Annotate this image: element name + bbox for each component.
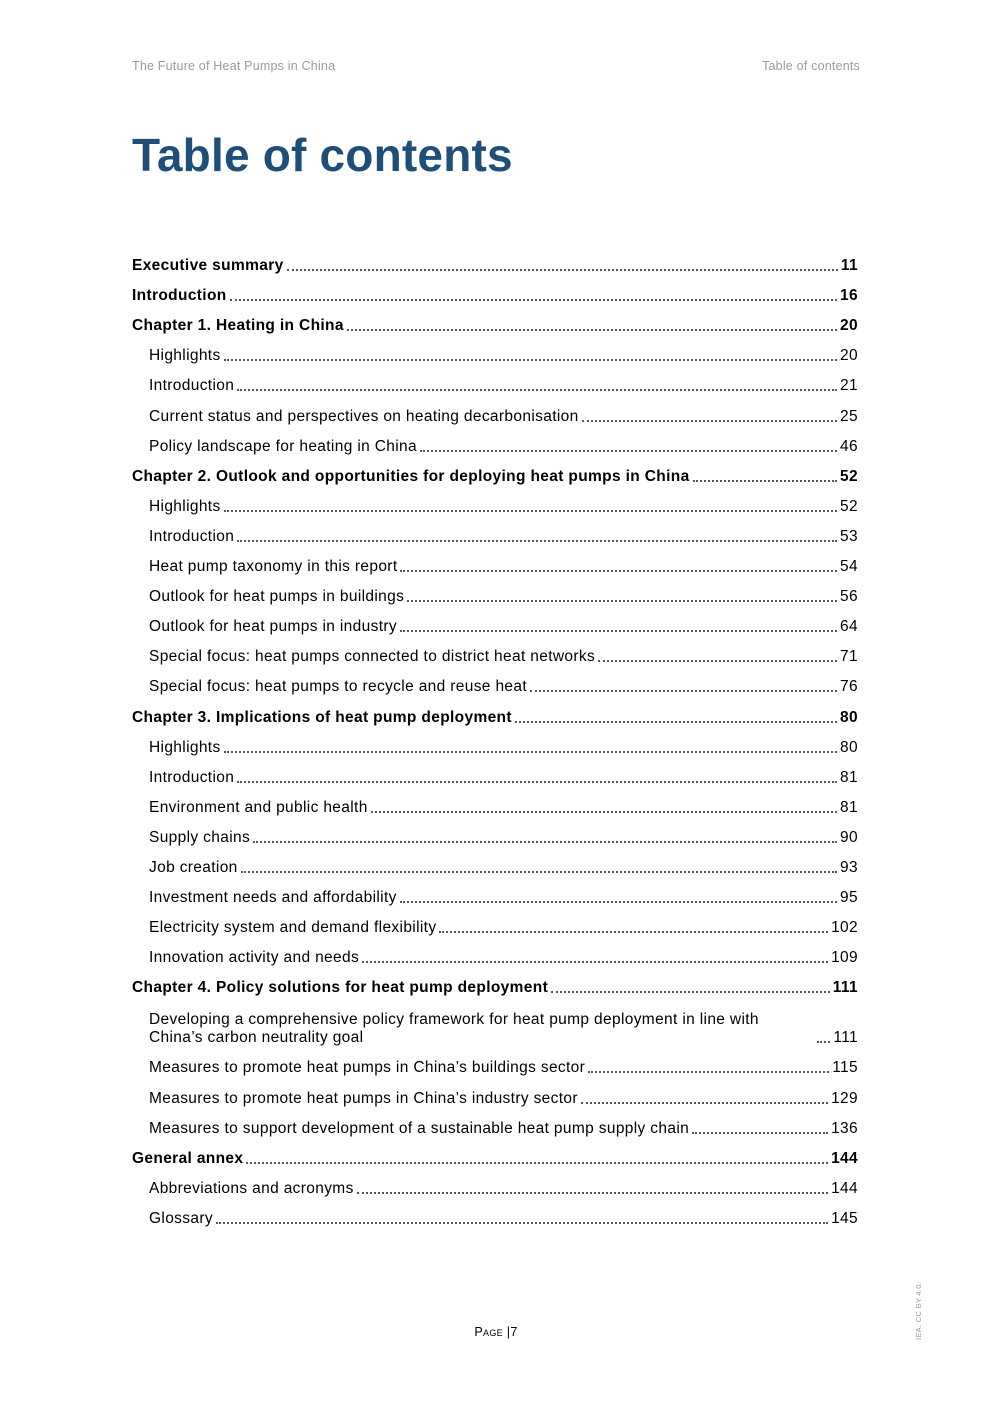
toc-entry-page-number: 109 bbox=[831, 949, 858, 967]
toc-section-entry[interactable] bbox=[132, 1204, 858, 1234]
toc-section-entry[interactable] bbox=[132, 1083, 858, 1113]
toc-section-entry[interactable] bbox=[132, 823, 858, 853]
toc-entry-label: Outlook for heat pumps in buildings bbox=[149, 588, 405, 606]
toc-entry-label: Measures to promote heat pumps in China’s industry sector bbox=[149, 1089, 578, 1107]
toc-entry-page-number: 20 bbox=[840, 317, 858, 335]
page-footer bbox=[0, 1325, 992, 1339]
footer-separator: | bbox=[506, 1325, 511, 1339]
toc-entry-label: Electricity system and demand flexibility bbox=[149, 919, 437, 937]
toc-entry-label: Executive summary bbox=[132, 257, 284, 275]
toc-dot-leader bbox=[371, 811, 837, 813]
toc-dot-leader bbox=[598, 660, 837, 662]
toc-entry-label: Measures to promote heat pumps in China’s buildings sector bbox=[149, 1059, 586, 1077]
toc-entry-page-number: 52 bbox=[840, 497, 858, 515]
toc-dot-leader bbox=[362, 961, 828, 963]
toc-entry-label: Investment needs and affordability bbox=[149, 889, 397, 907]
toc-dot-leader bbox=[530, 690, 837, 692]
toc-chapter-entry[interactable] bbox=[132, 973, 858, 1003]
toc-entry-page-number: 53 bbox=[840, 527, 858, 545]
toc-entry-label: Highlights bbox=[149, 738, 221, 756]
toc-chapter-entry[interactable] bbox=[132, 251, 858, 281]
toc-entry-label: Developing a comprehensive policy framework for heat pump deployment in line with China’s carbon neutrality goal bbox=[149, 1011, 759, 1047]
toc-section-entry[interactable] bbox=[132, 1174, 858, 1204]
toc-chapter-entry[interactable] bbox=[132, 1144, 858, 1174]
toc-section-entry[interactable] bbox=[132, 492, 858, 522]
toc-dot-leader bbox=[581, 1102, 828, 1104]
toc-entry-page-number: 64 bbox=[840, 618, 858, 636]
toc-entry-page-number: 16 bbox=[840, 287, 858, 305]
toc-dot-leader bbox=[817, 1041, 830, 1043]
toc-chapter-entry[interactable] bbox=[132, 311, 858, 341]
toc-entry-label: Introduction bbox=[132, 287, 227, 305]
toc-entry-label: Special focus: heat pumps connected to district heat networks bbox=[149, 648, 596, 666]
toc-entry-label: General annex bbox=[132, 1149, 244, 1167]
toc-entry-label: Special focus: heat pumps to recycle and reuse heat bbox=[149, 678, 528, 696]
toc-entry-page-number: 95 bbox=[840, 889, 858, 907]
toc-entry-label: Chapter 2. Outlook and opportunities for deploying heat pumps in China bbox=[132, 467, 690, 485]
toc-section-entry[interactable] bbox=[132, 763, 858, 793]
toc-dot-leader bbox=[400, 570, 837, 572]
toc-entry-page-number: 52 bbox=[840, 467, 858, 485]
toc-entry-page-number: 56 bbox=[840, 588, 858, 606]
toc-entry-label: Highlights bbox=[149, 347, 221, 365]
toc-dot-leader bbox=[246, 1162, 828, 1164]
toc-dot-leader bbox=[224, 510, 837, 512]
footer-page-number: 7 bbox=[510, 1325, 518, 1339]
toc-entry-label: Chapter 4. Policy solutions for heat pump deployment bbox=[132, 979, 549, 997]
toc-section-entry[interactable] bbox=[132, 793, 858, 823]
toc-section-entry[interactable] bbox=[132, 612, 858, 642]
toc-section-entry[interactable] bbox=[132, 432, 858, 462]
toc-entry-label: Job creation bbox=[149, 858, 238, 876]
toc-entry-page-number: 136 bbox=[831, 1119, 858, 1137]
toc-entry-page-number: 54 bbox=[840, 558, 858, 576]
toc-dot-leader bbox=[400, 901, 837, 903]
toc-entry-label: Introduction bbox=[149, 527, 235, 545]
toc-dot-leader bbox=[693, 480, 838, 482]
toc-section-entry[interactable] bbox=[132, 371, 858, 401]
page-title: Table of contents bbox=[132, 129, 513, 181]
toc-entry-page-number: 76 bbox=[840, 678, 858, 696]
toc-dot-leader bbox=[692, 1132, 828, 1134]
toc-section-entry[interactable] bbox=[132, 1053, 858, 1083]
toc-entry-page-number: 93 bbox=[840, 858, 858, 876]
toc-dot-leader bbox=[582, 420, 837, 422]
toc-dot-leader bbox=[224, 751, 837, 753]
toc-section-entry[interactable] bbox=[132, 853, 858, 883]
toc-section-entry[interactable] bbox=[132, 733, 858, 763]
toc-dot-leader bbox=[237, 389, 837, 391]
toc-section-entry[interactable] bbox=[132, 1114, 858, 1144]
toc-section-entry[interactable] bbox=[132, 522, 858, 552]
toc-chapter-entry[interactable] bbox=[132, 281, 858, 311]
toc-section-entry[interactable] bbox=[132, 943, 858, 973]
toc-entry-page-number: 115 bbox=[832, 1059, 858, 1077]
toc-entry-label: Supply chains bbox=[149, 828, 251, 846]
header-document-title: The Future of Heat Pumps in China bbox=[132, 59, 336, 73]
toc-entry-page-number: 145 bbox=[831, 1209, 858, 1227]
toc-dot-leader bbox=[216, 1222, 828, 1224]
toc-entry-page-number: 11 bbox=[840, 257, 858, 275]
toc-dot-leader bbox=[588, 1071, 829, 1073]
toc-dot-leader bbox=[224, 359, 837, 361]
toc-entry-label: Outlook for heat pumps in industry bbox=[149, 618, 397, 636]
toc-entry-label: Current status and perspectives on heating decarbonisation bbox=[149, 407, 579, 425]
toc-entry-label: Abbreviations and acronyms bbox=[149, 1179, 354, 1197]
toc-dot-leader bbox=[287, 269, 838, 271]
toc-entry-page-number: 81 bbox=[840, 798, 858, 816]
toc-entry-label: Environment and public health bbox=[149, 798, 368, 816]
toc-entry-page-number: 90 bbox=[840, 828, 858, 846]
toc-entry-page-number: 81 bbox=[840, 768, 858, 786]
toc-section-entry[interactable] bbox=[132, 552, 858, 582]
toc-entry-page-number: 102 bbox=[831, 919, 858, 937]
toc-entry-page-number: 46 bbox=[840, 437, 858, 455]
toc-dot-leader bbox=[241, 871, 837, 873]
toc-entry-label: Highlights bbox=[149, 497, 221, 515]
toc-entry-label: Innovation activity and needs bbox=[149, 949, 360, 967]
toc-entry-page-number: 144 bbox=[831, 1179, 858, 1197]
toc-dot-leader bbox=[237, 540, 837, 542]
toc-section-entry[interactable] bbox=[132, 401, 858, 431]
toc-dot-leader bbox=[400, 630, 837, 632]
toc-entry-page-number: 80 bbox=[840, 738, 858, 756]
toc-section-entry[interactable] bbox=[132, 672, 858, 702]
toc-entry-label: Chapter 3. Implications of heat pump deployment bbox=[132, 708, 512, 726]
toc-dot-leader bbox=[347, 329, 837, 331]
toc-entry-page-number: 129 bbox=[831, 1089, 858, 1107]
toc-entry-page-number: 80 bbox=[840, 708, 858, 726]
toc-dot-leader bbox=[420, 450, 837, 452]
toc-dot-leader bbox=[515, 721, 837, 723]
toc-section-entry[interactable] bbox=[132, 883, 858, 913]
toc-section-entry[interactable] bbox=[132, 913, 858, 943]
toc-dot-leader bbox=[237, 781, 837, 783]
toc-dot-leader bbox=[551, 991, 830, 993]
toc-dot-leader bbox=[357, 1192, 828, 1194]
toc-entry-page-number: 111 bbox=[833, 1029, 858, 1047]
table-of-contents bbox=[132, 251, 858, 1234]
license-notice: IEA. CC BY 4.0. bbox=[914, 1281, 923, 1340]
toc-entry-label: Chapter 1. Heating in China bbox=[132, 317, 344, 335]
toc-entry-label: Introduction bbox=[149, 768, 235, 786]
toc-dot-leader bbox=[407, 600, 837, 602]
toc-chapter-entry[interactable] bbox=[132, 702, 858, 732]
toc-entry-page-number: 144 bbox=[831, 1149, 858, 1167]
toc-dot-leader bbox=[253, 841, 837, 843]
toc-dot-leader bbox=[439, 931, 828, 933]
toc-entry-label: Measures to support development of a sustainable heat pump supply chain bbox=[149, 1119, 690, 1137]
toc-entry-page-number: 21 bbox=[840, 377, 858, 395]
toc-dot-leader bbox=[230, 299, 837, 301]
toc-entry-label: Glossary bbox=[149, 1209, 213, 1227]
toc-entry-label: Introduction bbox=[149, 377, 235, 395]
toc-entry-page-number: 111 bbox=[832, 979, 858, 997]
header-section-title: Table of contents bbox=[762, 59, 860, 73]
toc-entry-page-number: 71 bbox=[840, 648, 858, 666]
toc-section-entry[interactable] bbox=[132, 642, 858, 672]
toc-entry-page-number: 20 bbox=[840, 347, 858, 365]
toc-section-entry[interactable] bbox=[132, 341, 858, 371]
toc-entry-page-number: 25 bbox=[840, 407, 858, 425]
toc-chapter-entry[interactable] bbox=[132, 462, 858, 492]
toc-entry-label: Policy landscape for heating in China bbox=[149, 437, 417, 455]
toc-section-entry[interactable] bbox=[132, 582, 858, 612]
footer-page-word: Page bbox=[474, 1325, 503, 1339]
toc-entry-label: Heat pump taxonomy in this report bbox=[149, 558, 398, 576]
toc-section-entry[interactable] bbox=[132, 1003, 858, 1053]
